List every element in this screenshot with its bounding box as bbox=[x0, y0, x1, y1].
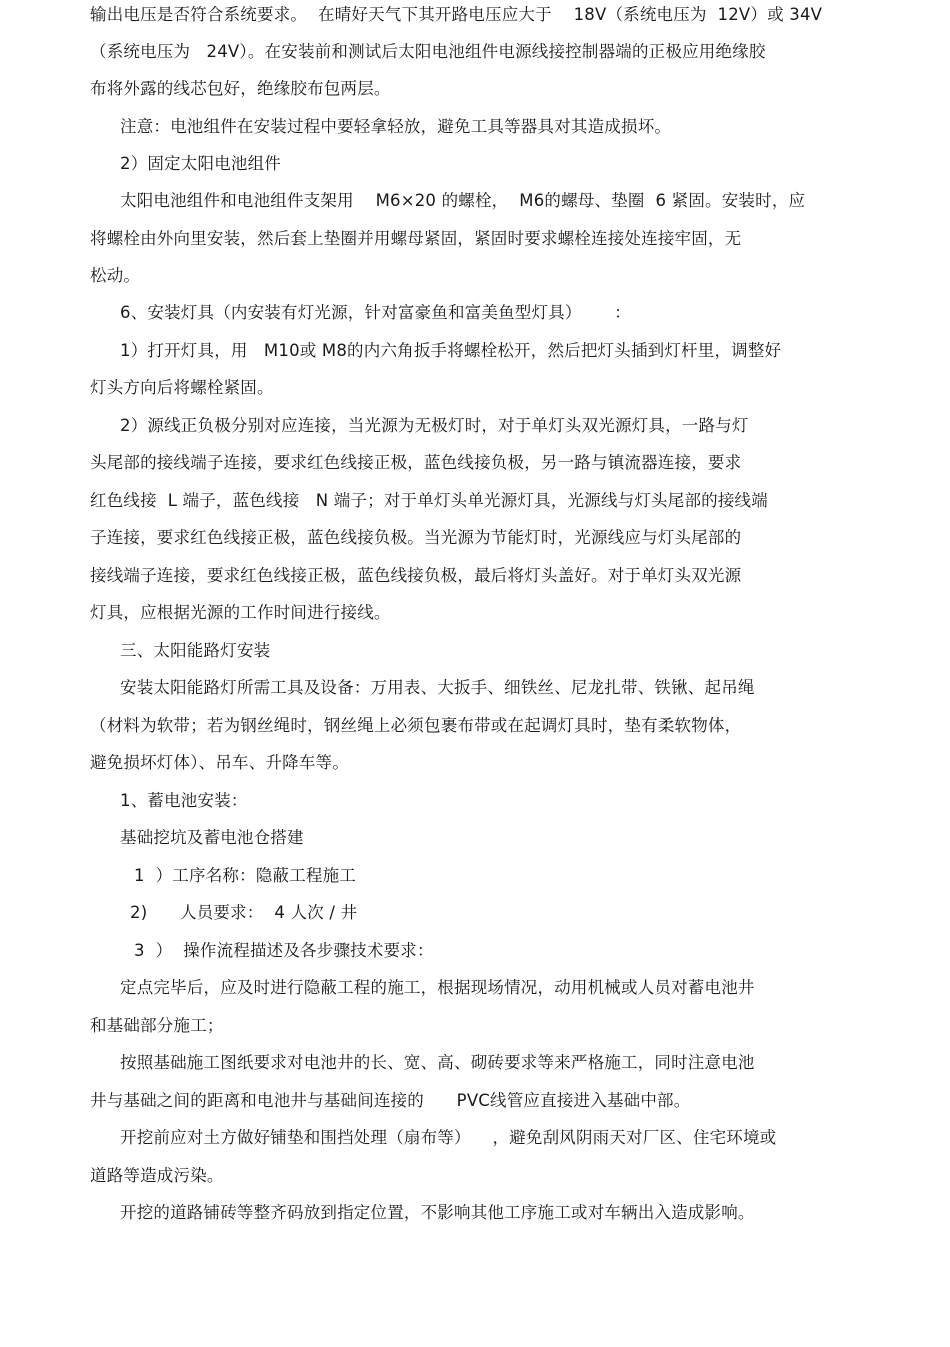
body-text-line: 按照基础施工图纸要求对电池井的长、宽、高、砌砖要求等来严格施工，同时注意电池 bbox=[120, 1053, 755, 1072]
body-text-line: （材料为软带；若为钢丝绳时，钢丝绳上必须包裹布带或在起调灯具时，垫有柔软物体， bbox=[90, 716, 742, 735]
body-text-line: 太阳电池组件和电池组件支架用 M6×20 的螺栓， M6的螺母、垫圈 6 紧固。安装时，应 bbox=[120, 191, 806, 210]
body-text-line: 灯头方向后将螺栓紧固。 bbox=[90, 378, 274, 397]
list-item: 1 ）工序名称：隐蔽工程施工 bbox=[134, 866, 356, 885]
body-text-line: 松动。 bbox=[90, 266, 141, 285]
body-text-line: 开挖前应对土方做好铺垫和围挡处理（扇布等） ，避免刮风阴雨天对厂区、住宅环境或 bbox=[120, 1128, 777, 1147]
body-text-line: 灯具，应根据光源的工作时间进行接线。 bbox=[90, 603, 391, 622]
body-text-line: 定点完毕后，应及时进行隐蔽工程的施工，根据现场情况，动用机械或人员对蓄电池井 bbox=[120, 978, 755, 997]
subheading: 1、蓄电池安装： bbox=[120, 791, 248, 810]
list-item: 2) 人员要求： 4 人次 / 井 bbox=[130, 903, 358, 922]
subheading: 基础挖坑及蓄电池仓搭建 bbox=[120, 828, 304, 847]
body-text-line: 头尾部的接线端子连接，要求红色线接正极，蓝色线接负极，另一路与镇流器连接，要求 bbox=[90, 453, 742, 472]
body-text-line: 和基础部分施工； bbox=[90, 1016, 224, 1035]
body-text-line: 接线端子连接，要求红色线接正极，蓝色线接负极，最后将灯头盖好。对于单灯头双光源 bbox=[90, 566, 742, 585]
note-paragraph: 注意：电池组件在安装过程中要轻拿轻放，避免工具等器具对其造成损坏。 bbox=[120, 117, 672, 136]
body-text-line: 子连接，要求红色线接正极，蓝色线接负极。当光源为节能灯时，光源线应与灯头尾部的 bbox=[90, 528, 742, 547]
body-text-line: 红色线接 L 端子，蓝色线接 N 端子；对于单灯头单光源灯具，光源线与灯头尾部的接线端 bbox=[90, 491, 768, 510]
body-text-line: 2）源线正负极分别对应连接，当光源为无极灯时，对于单灯头双光源灯具，一路与灯 bbox=[120, 416, 749, 435]
body-text-line: 将螺栓由外向里安装，然后套上垫圈并用螺母紧固，紧固时要求螺栓连接处连接牢固，无 bbox=[90, 229, 742, 248]
subheading: 2）固定太阳电池组件 bbox=[120, 154, 281, 173]
body-text-line: （系统电压为 24V）。在安装前和测试后太阳电池组件电源线接控制器端的正极应用绝缘胶 bbox=[90, 42, 766, 61]
body-text-line: 布将外露的线芯包好，绝缘胶布包两层。 bbox=[90, 79, 391, 98]
section-heading: 三、太阳能路灯安装 bbox=[120, 641, 271, 660]
body-text-line: 安装太阳能路灯所需工具及设备：万用表、大扳手、细铁丝、尼龙扎带、铁锹、起吊绳 bbox=[120, 678, 755, 697]
body-text-line: 开挖的道路铺砖等整齐码放到指定位置，不影响其他工序施工或对车辆出入造成影响。 bbox=[120, 1203, 755, 1222]
section-heading: 6、安装灯具（内安装有灯光源，针对富豪鱼和富美鱼型灯具） ： bbox=[120, 303, 631, 322]
body-text-line: 道路等造成污染。 bbox=[90, 1166, 224, 1185]
list-item: 3 ） 操作流程描述及各步骤技术要求： bbox=[134, 941, 434, 960]
body-text-line: 输出电压是否符合系统要求。 在晴好天气下其开路电压应大于 18V（系统电压为 12V）或 34V bbox=[90, 5, 823, 24]
body-text-line: 井与基础之间的距离和电池井与基础间连接的 PVC线管应直接进入基础中部。 bbox=[90, 1091, 691, 1110]
body-text-line: 避免损坏灯体）、吊车、升降车等。 bbox=[90, 753, 349, 772]
body-text-line: 1）打开灯具，用 M10或 M8的内六角扳手将螺栓松开，然后把灯头插到灯杆里，调整好 bbox=[120, 341, 782, 360]
